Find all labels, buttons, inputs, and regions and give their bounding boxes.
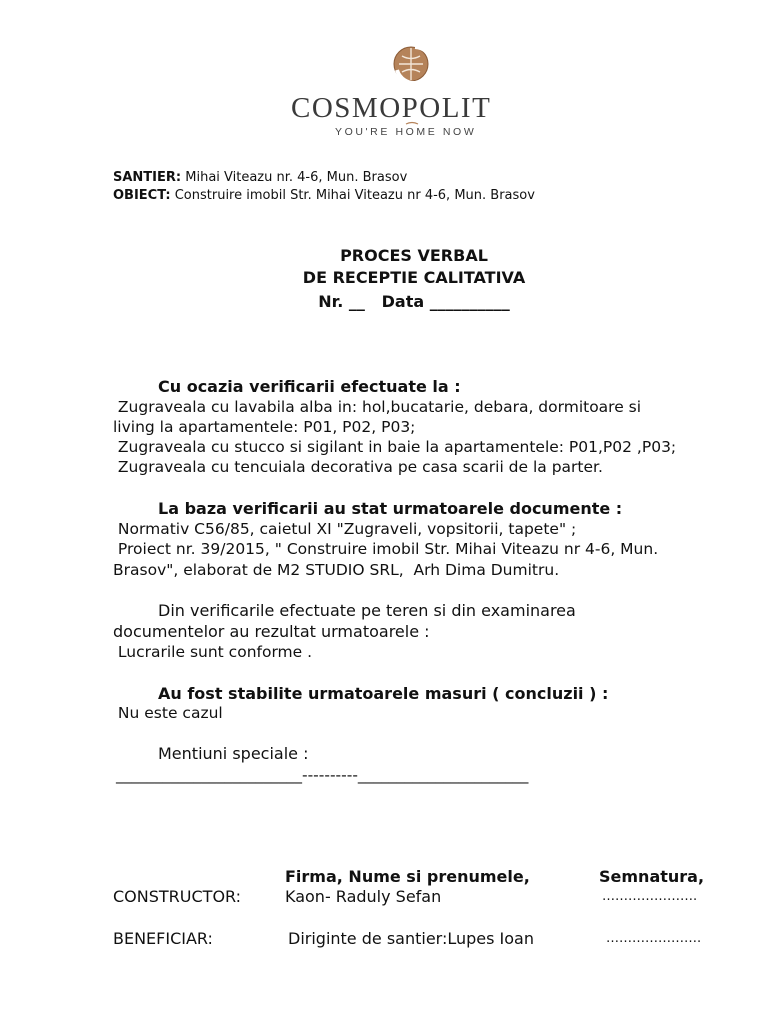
col-header-semnatura: Semnatura, <box>599 867 705 886</box>
verificari-heading: Cu ocazia verificarii efectuate la : <box>158 377 461 396</box>
obiect-value: Construire imobil Str. Mihai Viteazu nr 4-6, Mun. Brasov <box>174 188 535 203</box>
santier-value: Mihai Viteazu nr. 4-6, Mun. Brasov <box>185 170 408 185</box>
doc-title-line1: PROCES VERBAL <box>340 246 488 265</box>
obiect-label: OBIECT: <box>113 188 171 203</box>
rezultat-heading-colon: : <box>419 622 430 641</box>
masuri-text: Nu este cazul <box>113 704 223 722</box>
constructor-name: Kaon- Raduly Sefan <box>285 887 442 906</box>
constructor-role: CONSTRUCTOR: <box>113 887 242 906</box>
col-header-firma: Firma, Nume si prenumele, <box>285 867 530 886</box>
rezultat-heading-text: documentelor au rezultat urmatoarele <box>113 622 420 641</box>
beneficiar-signature-dots: …………………. <box>606 931 702 946</box>
masuri-heading: Au fost stabilite urmatoarele masuri ( concluzii ) : <box>158 684 609 703</box>
santier-label: SANTIER: <box>113 170 182 185</box>
rezultat-heading-line1: Din verificarile efectuate pe teren si din examinarea <box>158 601 576 620</box>
obiect-line <box>113 188 535 203</box>
santier-line <box>113 170 407 185</box>
verificari-line: Zugraveala cu tencuiala decorativa pe casa scarii de la parter. <box>113 458 603 476</box>
rezultat-heading-line2 <box>113 622 430 641</box>
documente-heading: La baza verificarii au stat urmatoarele documente : <box>158 499 623 518</box>
mentiuni-colon: : <box>298 744 309 763</box>
logo-tagline: YOU'RE HOME NOW <box>335 126 477 138</box>
documente-line: Proiect nr. 39/2015, " Construire imobil Str. Mihai Viteazu nr 4-6, Mun. <box>113 540 659 558</box>
mentiuni-heading: Mentiuni speciale <box>158 744 298 763</box>
doc-title-line2: DE RECEPTIE CALITATIVA <box>302 268 526 287</box>
beneficiar-name: Diriginte de santier:Lupes Ioan <box>288 929 534 948</box>
verificari-line: living la apartamentele: P01, P02, P03; <box>113 418 416 436</box>
doc-number-date: Nr. __ Data __________ <box>318 292 510 311</box>
verificari-line: Zugraveala cu lavabila alba in: hol,bucatarie, debara, dormitoare si <box>113 398 642 416</box>
mentiuni-blank-line: ________________________----------______________________ <box>116 766 529 784</box>
rezultat-text: Lucrarile sunt conforme . <box>113 643 313 661</box>
company-logo <box>285 44 540 140</box>
mentiuni-heading-line <box>158 744 308 763</box>
globe-emblem-icon <box>391 44 431 84</box>
beneficiar-role: BENEFICIAR: <box>113 929 213 948</box>
logo-name: COSMOPOLIT <box>291 92 492 124</box>
verificari-line: Zugraveala cu stucco si sigilant in baie la apartamentele: P01,P02 ,P03; <box>113 438 677 456</box>
constructor-signature-dots: …………………. <box>602 889 698 904</box>
documente-line: Brasov", elaborat de M2 STUDIO SRL, Arh Dima Dumitru. <box>113 561 560 579</box>
documente-line: Normativ C56/85, caietul XI "Zugraveli, vopsitorii, tapete" ; <box>113 520 577 538</box>
